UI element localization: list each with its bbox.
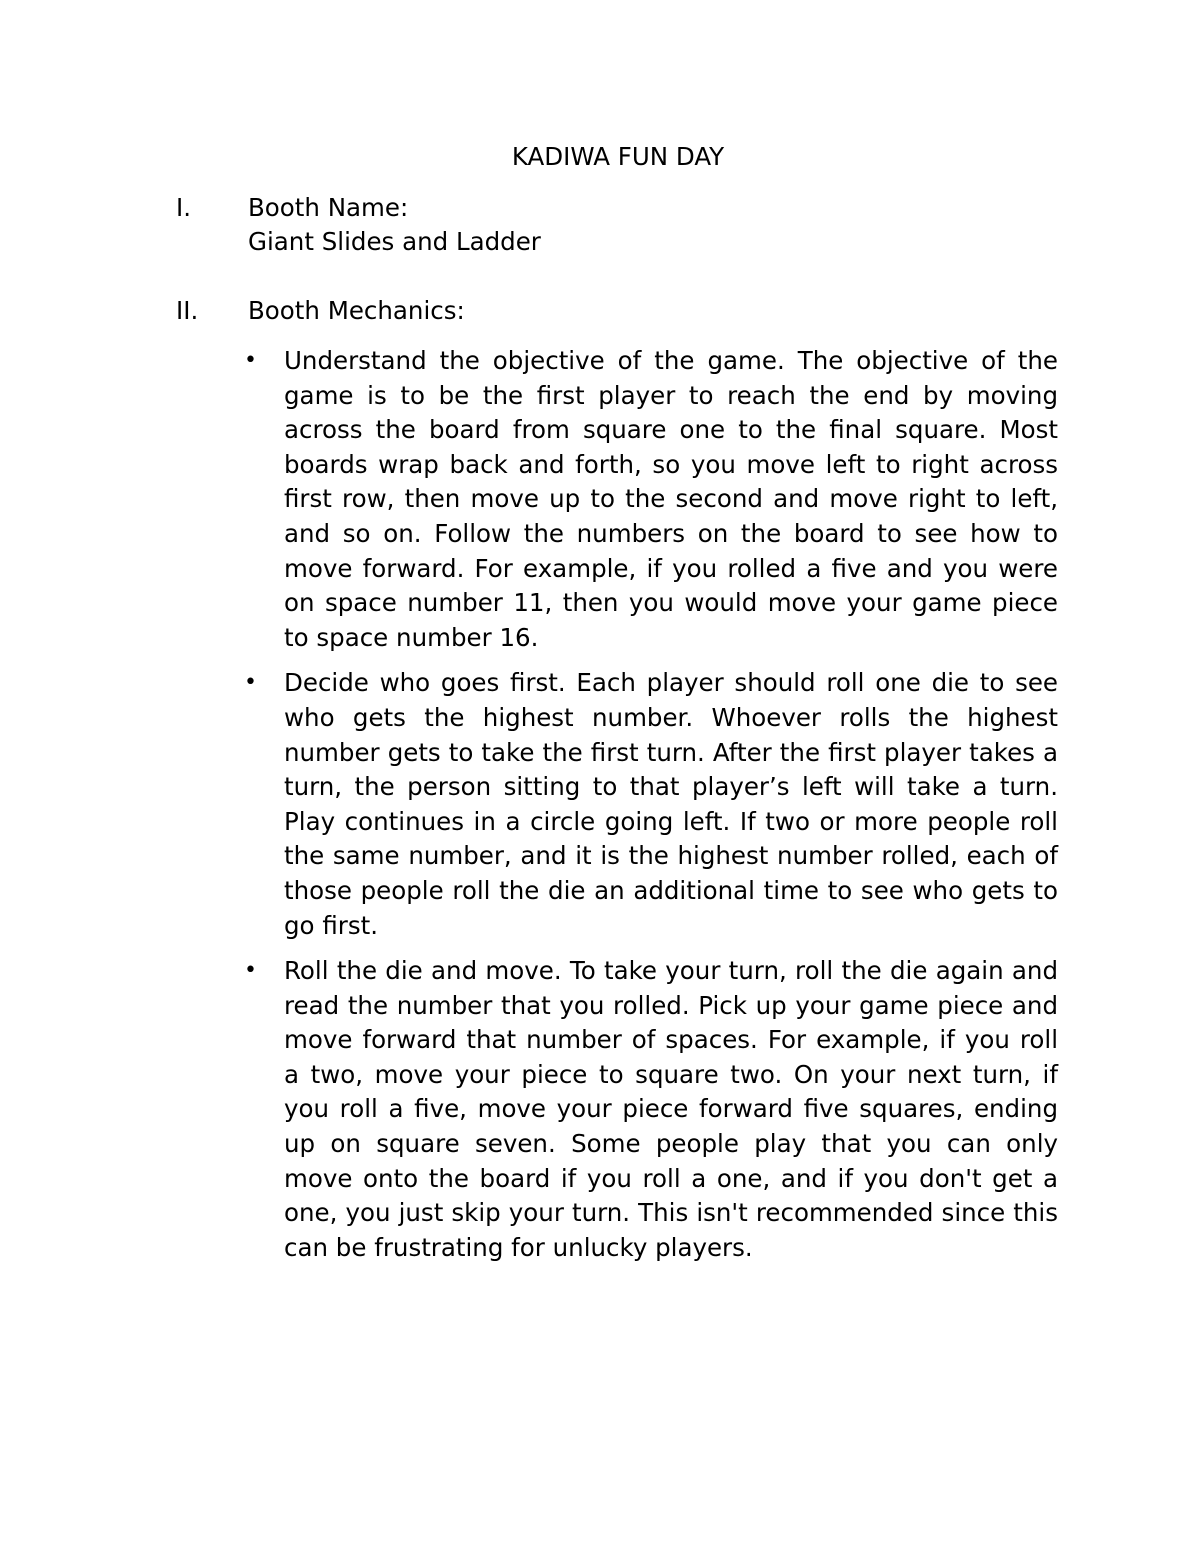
section-heading: Booth Mechanics: [248,296,465,325]
list-item [244,666,1058,943]
document-title: KADIWA FUN DAY [511,142,725,171]
bullet-icon: • [244,670,257,696]
section-numeral: I. [176,193,192,222]
section-body [248,191,1068,259]
bullet-icon: • [244,348,257,373]
booth-name-value: Giant Slides and Ladder [248,227,541,256]
section-body [248,294,1068,328]
mechanics-list [244,344,1058,1276]
list-item [244,954,1058,1265]
list-item-text: Understand the objective of the game. The objective of the game is to be the first player to reach the end by moving across the board from square one to the final square. Most boards wrap back and forth, so you move left to right across first row, then move up to the second and move right to left, and so on. Follow the numbers on the board to see how to move forward. For example, if you rolled a five and you were on space number 11, then you would move your game piece to space number 16. [284,346,1058,652]
list-item-text: Decide who goes first. Each player should roll one die to see who gets the highest number. Whoever rolls the highest number gets to take the first turn. After the first player takes a turn, the person sitting to that player’s left will take a turn. Play continues in a circle going left. If two or more people roll the same number, and it is the highest number rolled, each of those people roll the die an additional time to see who gets to go first. [284,668,1058,940]
bullet-icon: • [244,958,257,984]
section-numeral: II. [176,296,199,325]
list-item [244,344,1058,655]
section-heading: Booth Name: [248,193,409,222]
list-item-text: Roll the die and move. To take your turn, roll the die again and read the number that you rolled. Pick up your game piece and move forward that number of spaces. For example, if you roll a two, move your piece to square two. On your next turn, if you roll a five, move your piece forward five squares, ending up on square seven. Some people play that you can only move onto the board if you roll a one, and if you don't get a one, you just skip your turn. This isn't recommended since this can be frustrating for unlucky players. [284,956,1058,1262]
